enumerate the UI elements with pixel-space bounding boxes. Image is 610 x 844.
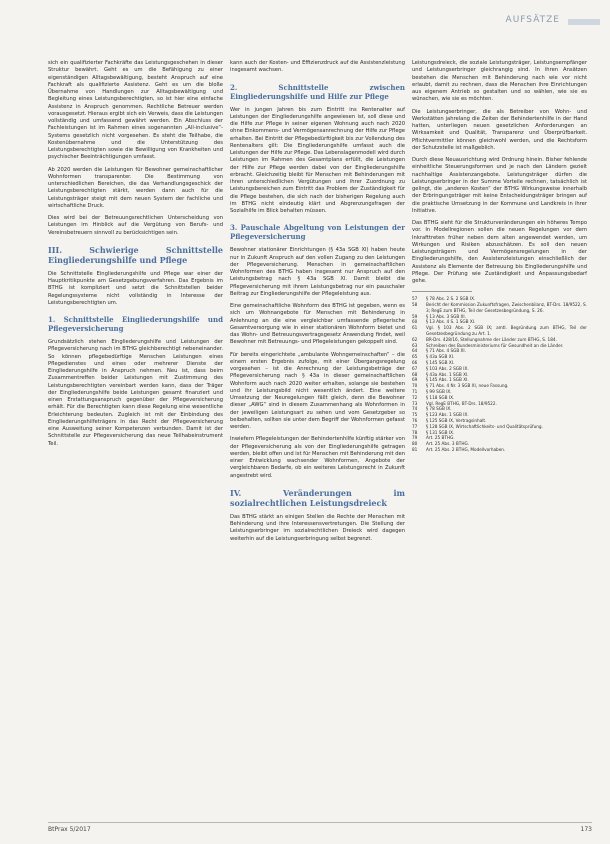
footer-divider	[48, 822, 592, 823]
paragraph: kann auch der Kosten- und Effizienzdruck auf die Assistenzleistung insgesamt wachsen.	[230, 60, 405, 74]
section-label: AUFSÄTZE	[505, 15, 560, 25]
section-heading: IV. Veränderungen im sozialrechtlichen Leistungsdreieck	[230, 487, 405, 508]
footnote-number: 60	[412, 319, 418, 325]
footnote-number: 77	[412, 423, 418, 429]
footnote-text: § 13 Abs. 3 SGB XI.	[426, 313, 466, 319]
footnote-text: Art. 25 BTHG.	[426, 435, 455, 441]
paragraph: Durch diese Neuausrichtung wird Ordnung hinein. Bisher fehlende einheitliche Steuerungsformen und je nach den Ländern gezielt nachhaltige Assistenzangebote. Leistungsträger dürfen die Leistungserbringer in der Summe Vorteile rechnen, tatsächlich ist gelingt, die „anderen Kosten“ der BTHG Wirkungsweise innerhalb der Erbringungsträger mit keine Entscheidungsträger bringen auf die praktische Umsetzung in der Kommune und Landkreis in ihrer Initiative.	[412, 157, 587, 214]
section-heading: III. Schwierige Schnittstelle Eingliederungshilfe und Pflege	[48, 244, 223, 265]
footnote-text: Art. 25 Abs. 2 BTHG, Modellvorhaben.	[426, 446, 506, 452]
paragraph: Leistungsdreieck, die soziale Leistungsträger, Leistungsempfänger und Leistungserbringer gleichrangig sind. In ihren Ansätzen bestehen die Menschen mit Behinderung nach wie vor nicht erlaubt, damit zu rechnen, dass die Menschen ihre Einrichtungen aus eigenem Antrieb so gestalten und so wählen, wie sie es wünschen, wie sie es möchten.	[412, 60, 587, 103]
column-1	[48, 60, 223, 453]
footnote-text: § 145 Abs. 1 SGB XI.	[426, 377, 469, 383]
footnote-text: § 99 SGB IX.	[426, 389, 452, 394]
footnote-text: Vgl. § 103 Abs. 2 SGB IX; amtl. Begründung zum BTHG, Teil der Gesetzesbegründung zu Art. 1.	[426, 325, 587, 337]
footnote	[412, 302, 587, 314]
footnote-text: § 71 Abs. 4 Nr. 3 SGB XI, neue Fassung.	[426, 383, 509, 389]
paragraph: Das BTHG stärkt an einigen Stellen die Rechte der Menschen mit Behinderung und ihre Interessensvertretungen. Die Stellung der Leistungserbringer im sozialrechtlichen Dreieck wird dagegen weiterhin auf die Leistungserbringung selbst begrenzt.	[230, 513, 405, 542]
footnote	[412, 325, 587, 337]
footnote-number: 66	[412, 360, 418, 366]
paragraph: Die Leistungserbringer, die als Betreiber von Wohn- und Werkstätten jahrelang die Zeiten der Behindertenhilfe in der Hand hatten, unterliegen neuen gesetzlichen Anforderungen an Wirksamkeit und Qualität, Transparenz und Überprüfbarkeit. Pflichtvermittler können gleichwohl werden, und die Rechtsform der Schutzstelle ist maßgeblich.	[412, 108, 587, 151]
footnote-text: § 123 Abs. 1 SGB IX.	[426, 412, 469, 418]
paragraph: Eine gemeinschaftliche Wohnform des BTHG ist gegeben, wenn es sich um Wohnangebote für Menschen mit Behinderung in Anlehnung an die eine vergleichbar umfassende pflegerische Gesamtversorgung wie in einer stationären Wohnform bietet und das Wohn- und Betreuungsvertragsgesetz Anwendung findet, weil Bewohner mit Betreuungs- und Pflegeleistungen gekoppelt sind.	[230, 303, 405, 346]
footnote-text: § 78 Abs. 2 S. 2 SGB IX.	[426, 296, 476, 302]
footnote-text: Schreiben des Bundesministeriums für Gesundheit an die Länder.	[426, 342, 564, 348]
subsection-heading: 2. Schnittstelle zwischen Eingliederungshilfe und Hilfe zur Pflege	[230, 82, 405, 101]
paragraph: Das BTHG sieht für die Strukturveränderungen ein höheres Tempo vor. In Modellregionen sollen die neuen Regelungen vor dem Inkrafttreten früher neben dem alten angewendet werden, um Wirkungen und Risiken abzuschätzen. Es soll den neuen Leistungsträgern und Vermögensregelungen in der Eingliederungshilfe, den Assistenzleistungen einschließlich der Assistenz als Elemente der Betreuung bis Eingliederungshilfe und Pflege. Der Prüfung wie Zuständigkeit und Anpassungsbedarf gehe.	[412, 220, 587, 284]
footnote-text: § 78 SGB IX.	[426, 406, 452, 412]
paragraph: Grundsätzlich stehen Eingliederungshilfe und Leistungen der Pflegeversicherung nach im BTHG gleichberechtigt nebeneinander. So können pflegebedürftige Menschen Leistungen eines Pflegedienstes und eines oder mehrerer Dienste der Eingliederungshilfe in Anspruch nehmen. Neu ist, dass beim Zusammentreffen beider Leistungen mit Zustimmung des Leistungsberechtigten vereinbart werden kann, dass der Träger der Eingliederungshilfe beide Leistungen gesamt finanziert und einen Erstattungsanspruch gegenüber der Pflegeversicherung erhält. Für die Berechtigten kann diese Regelung eine wesentliche Erleichterung bedeuten. Zugleich ist mit der Einbindung des Eingliederungshilfeträgers in das Recht der Pflegeversicherung eine Ausweitung seiner Kompetenzen verbunden. Damit ist der Schnittstelle zur Pflegeversicherung das neue Teilhabeinstrument Teil.	[48, 339, 223, 447]
footnote-text: § 71 Abs. 4 SGB XI.	[426, 348, 466, 354]
column-2	[230, 60, 405, 548]
footnote-number: 72	[412, 394, 418, 400]
paragraph: Dies wird bei der Betreuungsrechtlichen Unterscheidung von Leistungen im Hinblick auf die Vergütung von Berufs- und Vereinsbetreuern sinnvoll zu berücksichtigen sein.	[48, 215, 223, 236]
footnote-number: 70	[412, 383, 418, 389]
footnote-number: 74	[412, 406, 418, 412]
subsection-heading: 1. Schnittstelle Eingliederungshilfe und Pflegeversicherung	[48, 315, 223, 333]
paragraph: Für bereits eingerichtete „ambulante Wohngemeinschaften“ – die einem ersten Ergebnis zufolge, mit einer Übergangsregelung vorgesehen – ist die Anrechnung der Leistungsbeträge der Pflegeversicherung nach § 43a in dieser gemeinschaftlichen Wohnform auch nach 2020 weiter erhalten, solange sie bestehen und ihr Leistungsbild nicht wesentlich ändert. Eine weitere Umsetzung der Neuregelungen fällt gleich, denn die Bewohner dieser „AWG“ sind in diesem Zusammenhang als Wohnformen in der jeweiligen Leistungsart zu sehen und vom Gesetzgeber so beibehalten, sollten sie unter dem Begriff der Wohnformen gefasst werden.	[230, 351, 405, 430]
footnote-text: § 13 Abs. 4 S. 1 SGB XI.	[426, 319, 476, 325]
column-3	[412, 60, 587, 453]
paragraph: Ab 2020 werden die Leistungen für Bewohner gemeinschaftlicher Wohnformen transparenter. Die Bestimmung von unterschiedlichen Bereichen, die das Verhandlungsgeschick der Leistungsberechtigten stärkt, werden dann auch für die Leistungsträger steigt mit dem neuen System der fachliche und wirtschaftliche Druck.	[48, 166, 223, 209]
footnote-number: 76	[412, 417, 418, 423]
footnote-number: 62	[412, 336, 418, 342]
footnote-text: § 128 SGB IX, Wirtschaftlichkeits- und Qualitätsprüfung.	[426, 423, 543, 429]
footnote-number: 57	[412, 296, 418, 302]
journal-issue: BtPrax 5/2017	[48, 826, 91, 833]
footnote-text: § 118 SGB IX.	[426, 394, 455, 400]
footnote-divider	[412, 291, 472, 292]
footnote-text: § 43a SGB XI.	[426, 354, 455, 360]
footnote-number: 67	[412, 365, 418, 371]
footnote-number: 79	[412, 435, 418, 441]
footnote-number: 81	[412, 446, 418, 452]
footnote	[412, 447, 587, 453]
footnote-text: Bericht der Kommission Zukunftsfragen, Zwischenbilanz, BT-Drs. 18/9522, S. 3; RegE zum BTHG, Teil der Gesetzesbegründung, S. 26.	[426, 302, 587, 313]
footnote-number: 58	[412, 302, 418, 308]
footnote-number: 78	[412, 429, 418, 435]
footnote-number: 59	[412, 313, 418, 319]
footnote-text: Art. 25 Abs. 3 BTHG.	[426, 441, 470, 447]
footnote-text: BR-Drs. 428/16, Stellungnahme der Länder zum BTHG, S. 184.	[426, 336, 557, 342]
paragraph: Wer in jungen Jahren bis zum Eintritt ins Rentenalter auf Leistungen der Eingliederungshilfe angewiesen ist, soll diese und die Hilfe zur Pflege in seiner eigenen Wohnung auch nach 2020 ohne Einkommens- und Vermögensanrechnung der Hilfe zur Pflege erhalten. Bei Eintritt der Pflegebedürftigkeit bis zur Vollendung des Rentenalters gilt: Die Eingliederungshilfe umfasst auch die Leistungen der Hilfe zur Pflege. Das Lebenslagenmodell wird durch Leistungen im Rahmen des Gesamtplans erfüllt, die Leistungen der Hilfe zur Pflege werden dabei von der Eingliederungshilfe erbracht. Gleichzeitig bleibt für Menschen mit Behinderungen mit ihren unterschiedlichen Vergütungen und ihrer Zuordnung zu Leistungsbereichen zum Eintritt das Problem der Zuständigkeit für die Pflege bestehen, die sich nach der bisherigen Regelung auch im BTHG nicht eindeutig klärt und Abgrenzungsfragen der Sozialhilfe im Blick behalten müssen.	[230, 106, 405, 214]
footnote-number: 73	[412, 400, 418, 406]
footnote-number: 61	[412, 325, 418, 331]
footnote-number: 80	[412, 441, 418, 447]
page-number: 173	[580, 826, 592, 833]
footnote-text: § 125 SGB IX, Vertragsinhalt.	[426, 417, 487, 423]
footnote-number: 75	[412, 412, 418, 418]
footnote-number: 65	[412, 354, 418, 360]
footnote-text: § 131 SGB IX.	[426, 429, 455, 435]
paragraph: sich ein qualifizierter Fachkräfte das Leistungsgeschehen in dieser Struktur bewährt. Geht es um die Befähigung zu einer eigenständigen Alltagsbewältigung, besteht Anspruch auf eine Fachkraft als qualifizierte Assistenz. Geht es um die bloße Übernahme von Handlungen zur Alltagsbewältigung und Begleitung eines Leistungsberechtigten, so ist hier eine einfache Assistenz in Anspruch genommen. Rechtliche Betreuer werden vorausgesetzt. Hieraus ergibt sich ein Verweis, dass die Leistungen vollständig und umfassend gewährt werden. Ein Abschluss der Fachleistungen ist im Rahmen eines sogenannten „All-inclusive“-Systems gesetzlich nicht vorgesehen. Es steht die Teilhabe, die Kostenübernahme und die Unterstützung des Leistungsberechtigten sowie die Bewilligung von Krankheiten und psychischer Beeinträchtigungen umfasst.	[48, 60, 223, 161]
footnote-number: 68	[412, 371, 418, 377]
subsection-heading: 3. Pauschale Abgeltung von Leistungen der Pflegeversicherung	[230, 223, 405, 242]
footnote-text: Vgl. RegE BTHG, BT-Drs. 18/9522.	[426, 400, 497, 406]
footnote-text: § 145 SGB XI.	[426, 360, 455, 366]
footnote-text: § 103 Abs. 2 SGB IX.	[426, 365, 469, 371]
footnote-number: 63	[412, 342, 418, 348]
paragraph: Inwiefern Pflegeleistungen der Behindertenhilfe künftig stärker von der Pflegeversicherung als von der Eingliederungshilfe getragen werden, bleibt offen und ist für Menschen mit Behinderung mit den einer Entwicklung wachsender Wohnformen, Angebote der vergleichbaren Bedarfe, ob ein weiteres Leistungsrecht in Zukunft angestrebt wird.	[230, 436, 405, 479]
paragraph: Die Schnittstelle Eingliederungshilfe und Pflege war einer der Hauptkritikpunkte am Gesetzgebungsverfahren. Das Ergebnis im BTHG ist kompliziert und setzt die Schnittstellen beider Regelungssysteme nicht vollständig in Interesse der Leistungsberechtigten um.	[48, 270, 223, 306]
footnote-number: 69	[412, 377, 418, 383]
footnote-number: 71	[412, 389, 418, 394]
paragraph: Bewohner stationärer Einrichtungen (§ 43a SGB XI) haben heute nur in Zukunft Anspruch auf den vollen Zugang zu den Leistungen der Pflegeversicherung. Menschen in gemeinschaftlichen Wohnformen des BTHG haben insgesamt nur Anspruch auf den Leistungsbetrag nach § 43a SGB XI. Damit bleibt die Pflegeversicherung mit ihrem Leistungsbetrag nur ein pauschaler Beitrag zur Eingliederungshilfe der Pflegeleistung aus.	[230, 247, 405, 297]
footnote-text: § 43a Abs. 1 SGB XI.	[426, 371, 469, 377]
footnote-list	[412, 296, 587, 453]
header-decoration	[568, 19, 600, 25]
footnote-number: 64	[412, 348, 418, 354]
